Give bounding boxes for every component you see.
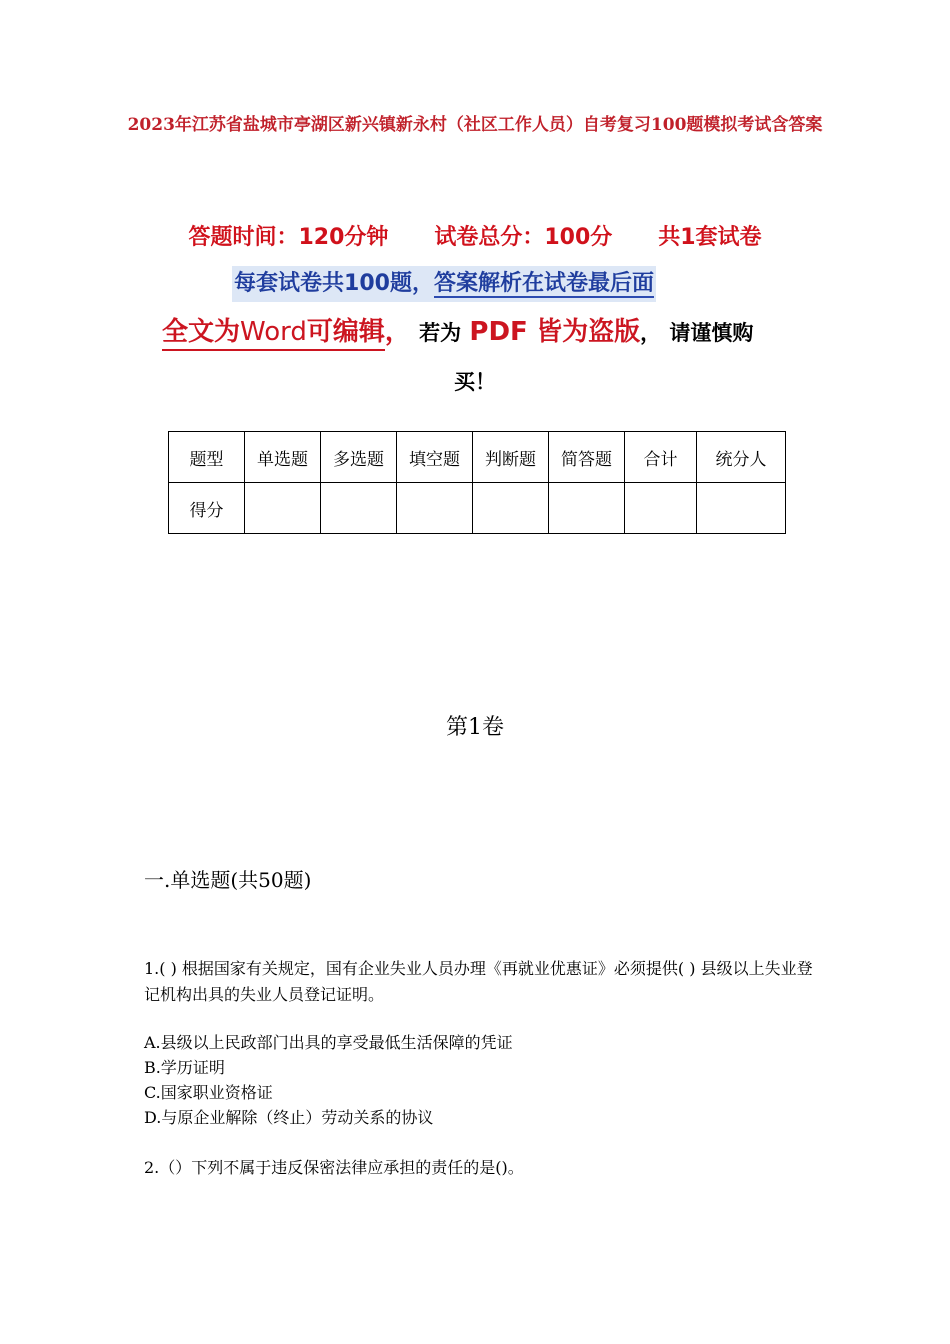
- comma2: ，: [640, 321, 662, 345]
- word-label: Word: [240, 317, 307, 347]
- score-cell[interactable]: [397, 483, 473, 534]
- score-cell[interactable]: [625, 483, 697, 534]
- if-label: 若为: [419, 321, 462, 345]
- question-1-text: 1.( ) 根据国家有关规定，国有企业失业人员办理《再就业优惠证》必须提供( ) 县级以上失业登记机构出具的失业人员登记证明。: [144, 959, 813, 1004]
- score-header-row: [169, 432, 786, 483]
- editable-underlined: [162, 317, 385, 351]
- header-cell-single: 单选题: [245, 432, 321, 483]
- question-1-option-c: C.国家职业资格证: [144, 1083, 273, 1102]
- editable-notice: [162, 312, 753, 353]
- score-table: [168, 431, 786, 534]
- header-cell-judge: 判断题: [473, 432, 549, 483]
- question-1-option-d: D.与原企业解除（终止）劳动关系的协议: [144, 1108, 434, 1127]
- header-cell-scorer: 统分人: [697, 432, 786, 483]
- volume-title: 第1卷: [446, 715, 504, 740]
- score-cell[interactable]: [245, 483, 321, 534]
- score-cell[interactable]: [697, 483, 786, 534]
- notice-count: 100: [344, 271, 390, 296]
- notice-prefix: 每套试卷共: [234, 271, 345, 296]
- question-1-option-b: B.学历证明: [144, 1058, 225, 1077]
- question-2-text: 2.（）下列不属于违反保密法律应承担的责任的是()。: [144, 1158, 524, 1177]
- header-cell-total: 合计: [625, 432, 697, 483]
- score-value-row: [169, 483, 786, 534]
- careful-label: 请谨慎购: [669, 321, 754, 345]
- notice-answer-link[interactable]: 答案解析在试卷最后面: [433, 271, 654, 296]
- pdf-label: PDF: [469, 317, 528, 347]
- notice-mid: 题，: [389, 271, 434, 296]
- header-cell-fill: 填空题: [397, 432, 473, 483]
- section-title: 一.单选题(共50题): [144, 868, 312, 892]
- score-cell[interactable]: [473, 483, 549, 534]
- header-cell-short: 简答题: [549, 432, 625, 483]
- row-label-score: 得分: [169, 483, 245, 534]
- editable-label: 可编辑: [306, 317, 385, 347]
- notice-banner: [232, 266, 656, 302]
- score-cell[interactable]: [549, 483, 625, 534]
- word-prefix: 全文为: [162, 317, 241, 347]
- exam-info: 答题时间：120分钟 试卷总分：100分 共1套试卷: [188, 225, 762, 250]
- pirate-label: 皆为盗版: [536, 317, 641, 347]
- header-cell-type: 题型: [169, 432, 245, 483]
- header-cell-multi: 多选题: [321, 432, 397, 483]
- document-title: 2023年江苏省盐城市亭湖区新兴镇新永村（社区工作人员）自考复习100题模拟考试含答案: [127, 115, 823, 135]
- buy-label: 买！: [454, 370, 496, 394]
- comma: ，: [384, 317, 411, 347]
- score-cell[interactable]: [321, 483, 397, 534]
- question-1-option-a: A.县级以上民政部门出具的享受最低生活保障的凭证: [144, 1033, 513, 1052]
